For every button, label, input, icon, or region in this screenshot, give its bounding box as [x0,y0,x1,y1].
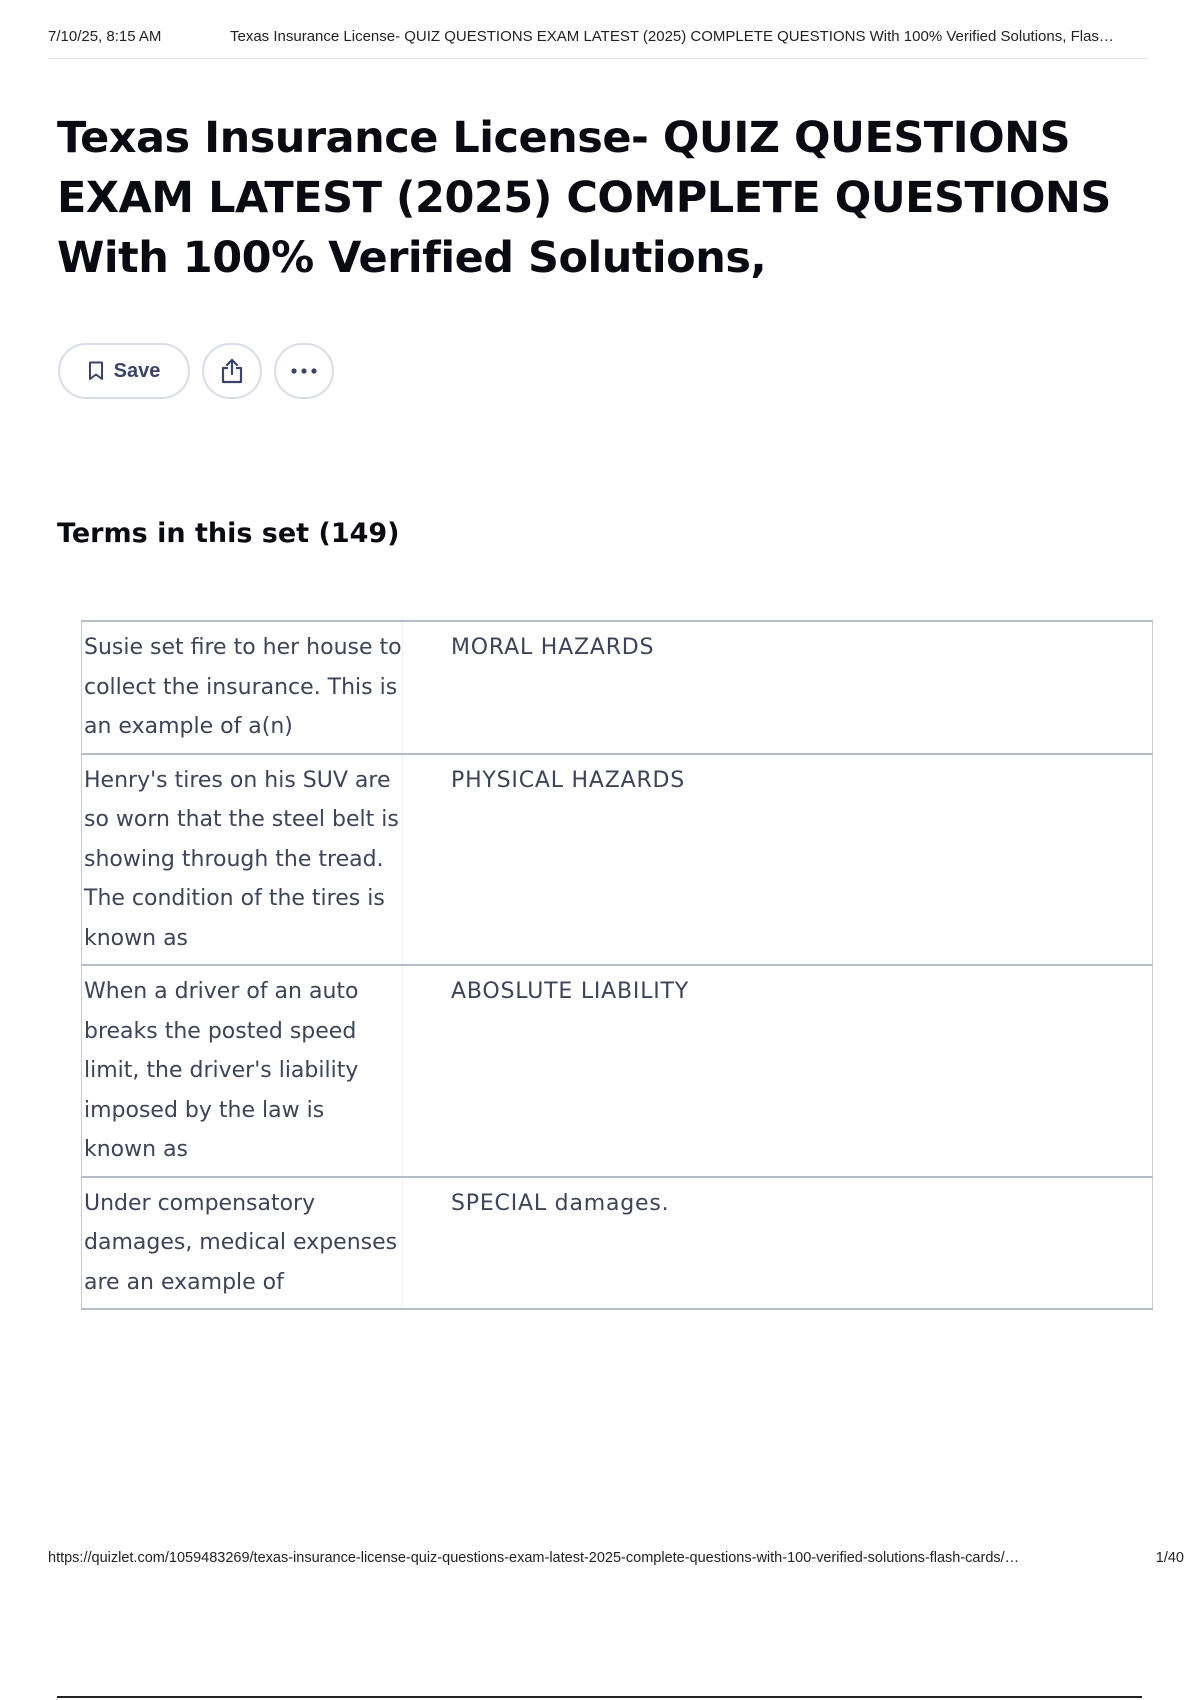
more-options-button[interactable] [274,343,334,399]
term-cell: When a driver of an auto breaks the posted speed limit, the driver's liability imposed by the law is known as [82,965,403,1177]
terms-section-title: Terms in this set (149) [57,518,400,549]
page-number: 1/40 [1155,1550,1184,1566]
print-header [48,28,1182,45]
terms-table [81,620,1153,1310]
bookmark-icon [88,361,104,381]
definition-cell: SPECIAL damages. [403,1177,1153,1310]
definition-cell: MORAL HAZARDS [403,621,1153,754]
term-cell: Susie set fire to her house to collect the insurance. This is an example of a(n) [82,621,403,754]
action-bar [58,343,334,399]
save-button[interactable] [58,343,190,399]
table-row [82,1177,1153,1310]
table-row [82,754,1153,966]
save-button-label: Save [113,359,161,382]
table-row [82,965,1153,1177]
bottom-divider [57,1696,1142,1698]
term-cell: Under compensatory damages, medical expenses are an example of [82,1177,403,1310]
definition-cell: ABOSLUTE LIABILITY [403,965,1153,1177]
print-doc-title: Texas Insurance License- QUIZ QUESTIONS EXAM LATEST (2025) COMPLETE QUESTIONS With 100% Verified Solutions, Flas… [230,28,1114,45]
more-icon [290,367,318,375]
table-row [82,621,1153,754]
term-cell: Henry's tires on his SUV are so worn that the steel belt is showing through the tread. The condition of the tires is known as [82,754,403,966]
print-date: 7/10/25, 8:15 AM [48,28,162,45]
print-url: https://quizlet.com/1059483269/texas-insurance-license-quiz-questions-exam-latest-2025-complete-questions-with-100-verified-solutions-flash-cards/… [48,1550,1020,1566]
definition-cell: PHYSICAL HAZARDS [403,754,1153,966]
share-button[interactable] [202,343,262,399]
header-divider [48,58,1148,59]
page-title: Texas Insurance License- QUIZ QUESTIONS EXAM LATEST (2025) COMPLETE QUESTIONS With 100% Verified Solutions, [57,113,1111,283]
print-footer [48,1550,1184,1566]
share-icon [219,357,245,385]
